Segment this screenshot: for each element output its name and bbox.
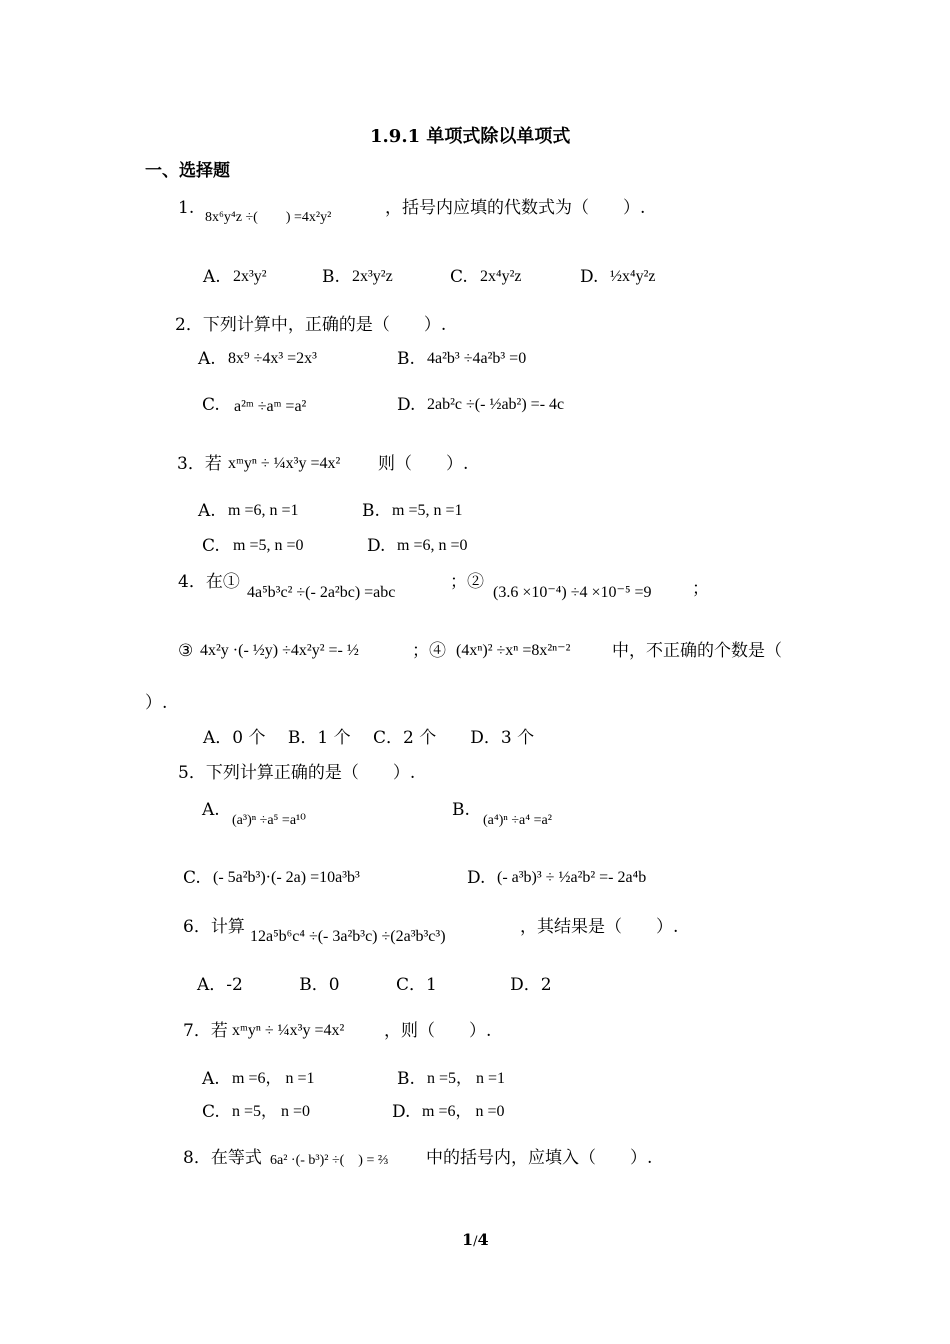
q4-stem-tail: ）.	[145, 693, 168, 713]
q1-option-c: 2x⁴y²z	[480, 268, 522, 285]
q1-number: 1.	[178, 198, 195, 218]
q1-option-d: ½x⁴y²z	[610, 268, 656, 285]
page-current: 1	[462, 1230, 474, 1249]
q7-option-b-label: B.	[397, 1069, 415, 1089]
q4-options: A．0 个 B．1 个 C．2 个 D．3 个	[203, 728, 535, 748]
q5-option-d-label: D.	[467, 868, 486, 888]
q5-option-c-label: C.	[183, 868, 201, 888]
page-separator: /	[473, 1234, 478, 1249]
q3-stem: 则（ ）.	[378, 454, 469, 474]
q4-expr-4: (4xⁿ)² ÷xⁿ =8x²ⁿ⁻²	[456, 642, 571, 659]
q3-option-b-label: B.	[362, 501, 380, 521]
q3-option-d: m =6, n =0	[397, 537, 468, 554]
q5-option-a: (a³)ⁿ ÷a⁵ =a¹⁰	[232, 813, 306, 828]
q4-stem: 中，不正确的个数是（	[612, 641, 782, 661]
q7-option-d: m =6， n =0	[422, 1103, 505, 1120]
q5-option-d: (- a³b)³ ÷ ½a²b² =- 2a⁴b	[497, 869, 647, 886]
q8-lead: 8．在等式	[183, 1148, 262, 1168]
q2-option-a: 8x⁹ ÷4x³ =2x³	[228, 350, 317, 367]
section-heading: 一、选择题	[145, 161, 230, 181]
q4-lead-2: ③	[178, 641, 194, 661]
q7-option-d-label: D.	[392, 1102, 411, 1122]
q2-stem: 2．下列计算中，正确的是（ ）.	[175, 315, 447, 335]
q6-options: A．-2 B．0 C．1 D．2	[197, 975, 552, 995]
q6-lead: 6．计算	[183, 917, 245, 937]
q2-option-c: a²ᵐ ÷aᵐ =a²	[234, 398, 307, 415]
q1-option-b-label: B.	[322, 267, 340, 287]
q3-option-a-label: A.	[198, 501, 216, 521]
q7-option-b: n =5， n =1	[427, 1070, 506, 1087]
q7-option-a: m =6， n =1	[232, 1070, 315, 1087]
q3-option-d-label: D.	[367, 536, 386, 556]
q1-stem: ，括号内应填的代数式为（ ）.	[385, 198, 646, 218]
page-total: 4	[477, 1230, 489, 1249]
q5-option-a-label: A.	[202, 800, 220, 820]
q6-stem: ，其结果是（ ）.	[520, 917, 679, 937]
q4-expr-1: 4a⁵b³c² ÷(- 2a²bc) =abc	[247, 584, 396, 601]
q7-stem: ，则（ ）.	[384, 1021, 492, 1041]
q4-expr-2: (3.6 ×10⁻⁴) ÷4 ×10⁻⁵ =9	[493, 584, 652, 601]
q4-separator-2: ；	[692, 579, 709, 599]
q5-option-c: (- 5a²b³)·(- 2a) =10a³b³	[213, 869, 360, 886]
q1-option-b: 2x³y²z	[352, 268, 393, 285]
q7-option-c-label: C.	[202, 1102, 220, 1122]
q2-option-c-label: C.	[202, 395, 220, 415]
q6-expression: 12a⁵b⁶c⁴ ÷(- 3a²b³c) ÷(2a³b³c³)	[250, 928, 446, 945]
q7-option-a-label: A.	[202, 1069, 220, 1089]
q1-option-c-label: C.	[450, 267, 468, 287]
q1-option-a-label: A.	[203, 267, 221, 287]
q2-option-d-label: D.	[397, 395, 416, 415]
q5-option-b: (a⁴)ⁿ ÷a⁴ =a²	[483, 813, 552, 828]
q2-option-a-label: A.	[198, 349, 216, 369]
q4-separator-3: ；④	[412, 641, 446, 661]
q3-option-c-label: C.	[202, 536, 220, 556]
q5-option-b-label: B.	[452, 800, 470, 820]
q4-expr-3: 4x²y ·(- ½y) ÷4x²y² =- ½	[200, 642, 359, 659]
q1-expression: 8x⁶y⁴z ÷( ) =4x²y²	[205, 210, 332, 225]
q3-option-c: m =5, n =0	[233, 537, 304, 554]
q3-expression: xᵐyⁿ ÷ ¼x³y =4x²	[228, 455, 341, 472]
q2-option-b-label: B.	[397, 349, 415, 369]
q7-expression: xᵐyⁿ ÷ ¼x³y =4x²	[232, 1022, 345, 1039]
q2-option-d: 2ab²c ÷(- ½ab²) =- 4c	[427, 396, 565, 413]
q4-lead: 4．在①	[178, 572, 240, 592]
q3-lead: 3．若	[177, 454, 222, 474]
q4-separator-1: ；②	[450, 572, 484, 592]
q7-option-c: n =5， n =0	[232, 1103, 311, 1120]
q3-option-a: m =6, n =1	[228, 502, 299, 519]
q1-option-d-label: D.	[580, 267, 599, 287]
q2-option-b: 4a²b³ ÷4a²b³ =0	[427, 350, 527, 367]
page-number	[462, 1229, 489, 1253]
q1-option-a: 2x³y²	[233, 268, 267, 285]
q5-stem: 5．下列计算正确的是（ ）.	[178, 763, 416, 783]
q7-lead: 7．若	[183, 1021, 228, 1041]
q8-expression: 6a² ·(- b³)² ÷( ) = ⅔	[270, 1153, 389, 1168]
q8-stem: 中的括号内，应填入（ ）.	[426, 1148, 653, 1168]
q3-option-b: m =5, n =1	[392, 502, 463, 519]
page-title: 1.9.1 单项式除以单项式	[370, 126, 571, 147]
